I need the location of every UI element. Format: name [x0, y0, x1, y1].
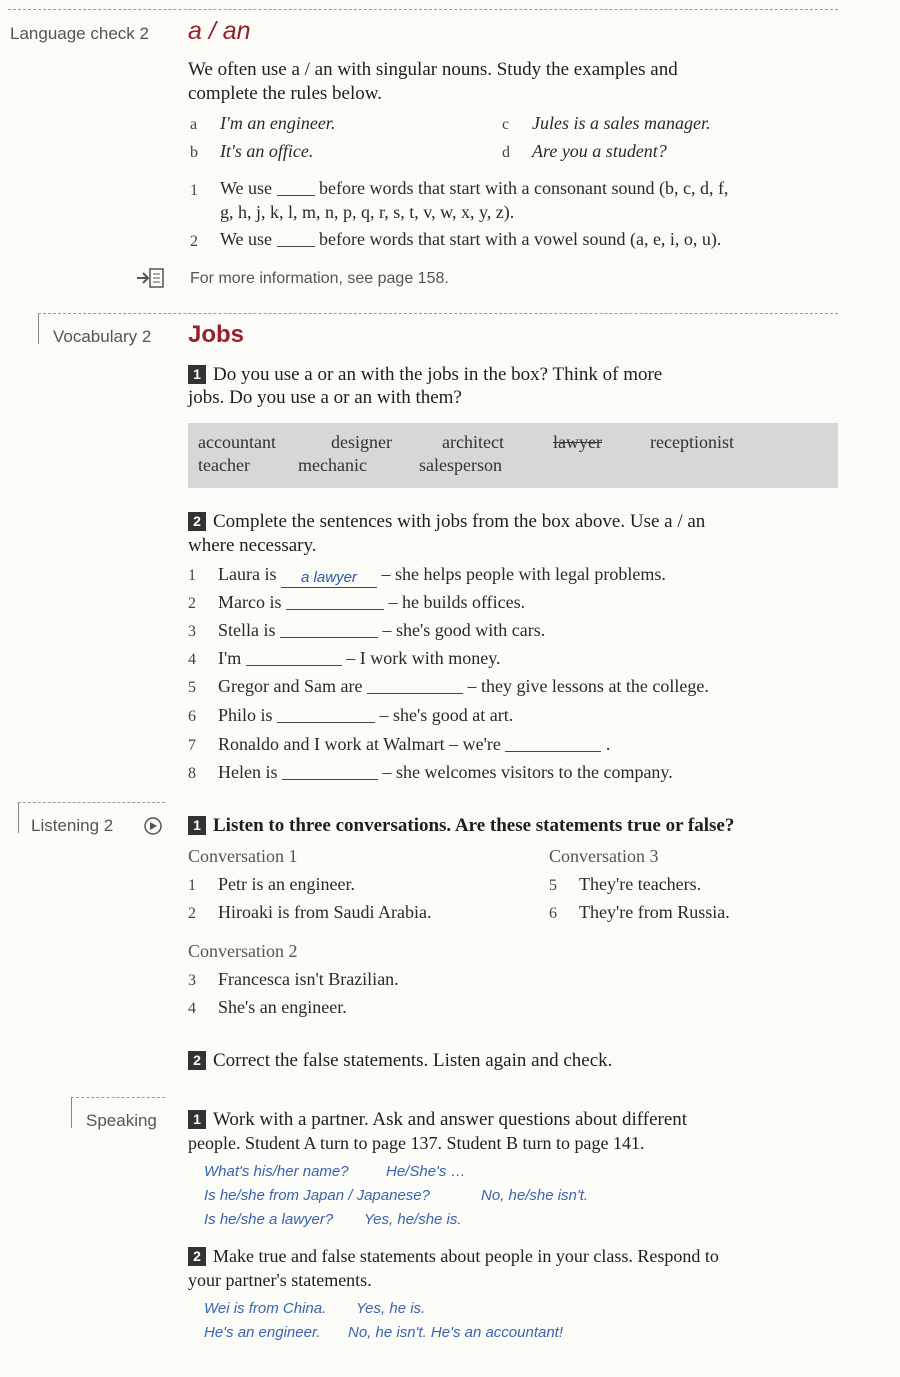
example-answer: He/She's …	[386, 1163, 466, 1180]
sentence-pre: Ronaldo and I work at Walmart – we're	[218, 734, 501, 754]
statement-number: 6	[549, 905, 557, 922]
sentence-pre: I'm	[218, 648, 242, 668]
example-text: It's an office.	[220, 141, 314, 161]
sentence-pre: Laura is	[218, 564, 277, 584]
speaking-ex1-line-1: Work with a partner. Ask and answer questions about different	[213, 1109, 688, 1130]
vocab-exercise-2	[188, 510, 705, 533]
rule-2-blank[interactable]	[277, 232, 315, 247]
sentence-row	[218, 705, 513, 726]
rule-1-post: before words that start with a consonant sound (b, c, d, f,	[319, 178, 729, 198]
job-word-box	[188, 423, 838, 488]
more-info-link[interactable]: For more information, see page 158.	[190, 270, 449, 287]
example-statement: He's an engineer.	[204, 1324, 321, 1341]
listening-exercise-1	[188, 814, 734, 837]
top-divider	[8, 9, 838, 10]
example-text: Jules is a sales manager.	[532, 113, 711, 133]
sentence-post: – I work with money.	[346, 648, 501, 668]
vocabulary-title: Jobs	[188, 321, 245, 348]
exercise-number: 1	[188, 365, 206, 384]
exercise-number: 2	[188, 1051, 206, 1070]
speaking-ex2-line-1: Make true and false statements about people in your class. Respond to	[213, 1246, 719, 1266]
rule-1-pre: We use	[220, 178, 273, 198]
speaking-ex1-line-2: people. Student A turn to page 137. Student B turn to page 141.	[188, 1133, 645, 1153]
statement-number: 1	[188, 877, 196, 894]
job-word-crossed: lawyer	[553, 432, 602, 452]
answer-blank[interactable]	[277, 708, 375, 723]
rule-2	[220, 229, 721, 250]
statement-number: 3	[188, 972, 196, 989]
answer-blank[interactable]	[505, 737, 601, 752]
answer-blank[interactable]	[286, 595, 384, 610]
job-word: architect	[442, 432, 504, 452]
section-label-vocabulary: Vocabulary 2	[53, 327, 152, 346]
rule-1	[220, 178, 728, 199]
statement-text: Petr is an engineer.	[218, 874, 355, 894]
sentence-pre: Marco is	[218, 592, 282, 612]
example-answer: Yes, he/she is.	[364, 1211, 462, 1228]
sentence-number: 8	[188, 765, 196, 782]
statement-number: 5	[549, 877, 557, 894]
intro-line-2: complete the rules below.	[188, 83, 382, 104]
example-letter: d	[502, 144, 510, 161]
sentence-pre: Helen is	[218, 762, 278, 782]
intro-line-1: We often use a / an with singular nouns. Study the examples and	[188, 59, 678, 80]
statement-text: She's an engineer.	[218, 997, 347, 1017]
sentence-row	[218, 620, 545, 641]
sentence-row	[218, 592, 525, 613]
sentence-number: 7	[188, 737, 196, 754]
example-answer: No, he/she isn't.	[481, 1187, 589, 1204]
statement-text: They're teachers.	[579, 874, 702, 894]
conversation-1-title: Conversation 1	[188, 846, 298, 866]
listening-exercise-2	[188, 1049, 612, 1072]
sentence-number: 6	[188, 708, 196, 725]
rule-2-pre: We use	[220, 229, 273, 249]
sentence-pre: Gregor and Sam are	[218, 676, 363, 696]
sentence-number: 1	[188, 567, 196, 584]
example-response: Yes, he is.	[356, 1300, 426, 1317]
sentence-post: – he builds offices.	[388, 592, 526, 612]
answer-blank[interactable]	[281, 566, 377, 588]
exercise-number: 1	[188, 816, 206, 835]
rule-2-post: before words that start with a vowel sound (a, e, i, o, u).	[319, 229, 722, 249]
section-label-speaking: Speaking	[86, 1111, 157, 1130]
statement-number: 4	[188, 1000, 196, 1017]
job-word: receptionist	[650, 432, 734, 452]
listening-side-rule	[18, 802, 20, 833]
example-question: What's his/her name?	[204, 1163, 349, 1180]
vocabulary-side-rule	[38, 313, 40, 344]
job-word: salesperson	[419, 455, 502, 475]
sentence-row	[218, 564, 666, 588]
job-word: mechanic	[298, 455, 367, 475]
exercise-number: 1	[188, 1110, 206, 1129]
job-word: designer	[331, 432, 392, 452]
statement-number: 2	[188, 905, 196, 922]
job-word: teacher	[198, 455, 250, 475]
statement-text: Francesca isn't Brazilian.	[218, 969, 399, 989]
sentence-post: – she's good with cars.	[382, 620, 546, 640]
sentence-post: – she welcomes visitors to the company.	[382, 762, 673, 782]
vocab-exercise-1	[188, 363, 662, 386]
rule-number: 2	[190, 233, 198, 250]
section-label-language-check: Language check 2	[10, 24, 149, 43]
vocab-ex2-line-2: where necessary.	[188, 535, 317, 556]
listening-ex2-text: Correct the false statements. Listen again and check.	[213, 1050, 613, 1071]
sentence-number: 3	[188, 623, 196, 640]
sentence-number: 5	[188, 679, 196, 696]
reference-icon	[135, 266, 165, 290]
statement-text: Hiroaki is from Saudi Arabia.	[218, 902, 432, 922]
vocab-ex1-line-1: Do you use a or an with the jobs in the box? Think of more	[213, 364, 663, 385]
vocabulary-divider	[38, 313, 838, 314]
example-letter: b	[190, 144, 198, 161]
statement-text: They're from Russia.	[579, 902, 730, 922]
example-response: No, he isn't. He's an accountant!	[348, 1324, 564, 1341]
sentence-row	[218, 762, 673, 783]
exercise-number: 2	[188, 512, 206, 531]
example-question: Is he/she a lawyer?	[204, 1211, 334, 1228]
rule-number: 1	[190, 182, 198, 199]
sentence-row	[218, 648, 501, 669]
example-statement: Wei is from China.	[204, 1300, 327, 1317]
speaking-exercise-1	[188, 1108, 687, 1131]
job-word: accountant	[198, 432, 276, 452]
sentence-row	[218, 676, 709, 697]
speaking-divider	[71, 1097, 165, 1098]
audio-icon[interactable]	[143, 816, 161, 834]
vocab-ex1-line-2: jobs. Do you use a or an with them?	[188, 387, 462, 408]
speaking-side-rule	[71, 1097, 73, 1128]
example-question: Is he/she from Japan / Japanese?	[204, 1187, 430, 1204]
answer-blank[interactable]	[367, 679, 463, 694]
answer-blank[interactable]	[246, 651, 342, 666]
speaking-ex2-line-2: your partner's statements.	[188, 1270, 372, 1290]
example-letter: a	[190, 116, 198, 133]
vocab-ex2-line-1: Complete the sentences with jobs from the box above. Use a / an	[213, 511, 706, 532]
listening-ex1-text: Listen to three conversations. Are these statements true or false?	[213, 815, 735, 836]
conversation-3-title: Conversation 3	[549, 846, 659, 866]
sentence-post: – she helps people with legal problems.	[381, 564, 666, 584]
example-text: Are you a student?	[532, 141, 667, 161]
sentence-post: – they give lessons at the college.	[467, 676, 709, 696]
language-check-title: a / an	[188, 17, 251, 45]
exercise-number: 2	[188, 1247, 206, 1266]
conversation-2-title: Conversation 2	[188, 941, 298, 961]
sentence-post: .	[605, 734, 611, 754]
sentence-row	[218, 734, 610, 755]
sentence-post: – she's good at art.	[379, 705, 514, 725]
sentence-pre: Stella is	[218, 620, 276, 640]
sentence-pre: Philo is	[218, 705, 273, 725]
answer-blank[interactable]	[280, 623, 378, 638]
sentence-number: 4	[188, 651, 196, 668]
example-letter: c	[502, 116, 510, 133]
example-text: I'm an engineer.	[220, 113, 336, 133]
section-label-listening: Listening 2	[31, 816, 114, 835]
answer-blank[interactable]	[282, 765, 378, 780]
answer-text: a lawyer	[301, 569, 357, 586]
rule-1-blank[interactable]	[277, 181, 315, 196]
rule-1-line-2: g, h, j, k, l, m, n, p, q, r, s, t, v, w, x, y, z).	[220, 202, 515, 222]
sentence-number: 2	[188, 595, 196, 612]
listening-divider	[18, 802, 165, 803]
speaking-exercise-2	[188, 1245, 719, 1268]
